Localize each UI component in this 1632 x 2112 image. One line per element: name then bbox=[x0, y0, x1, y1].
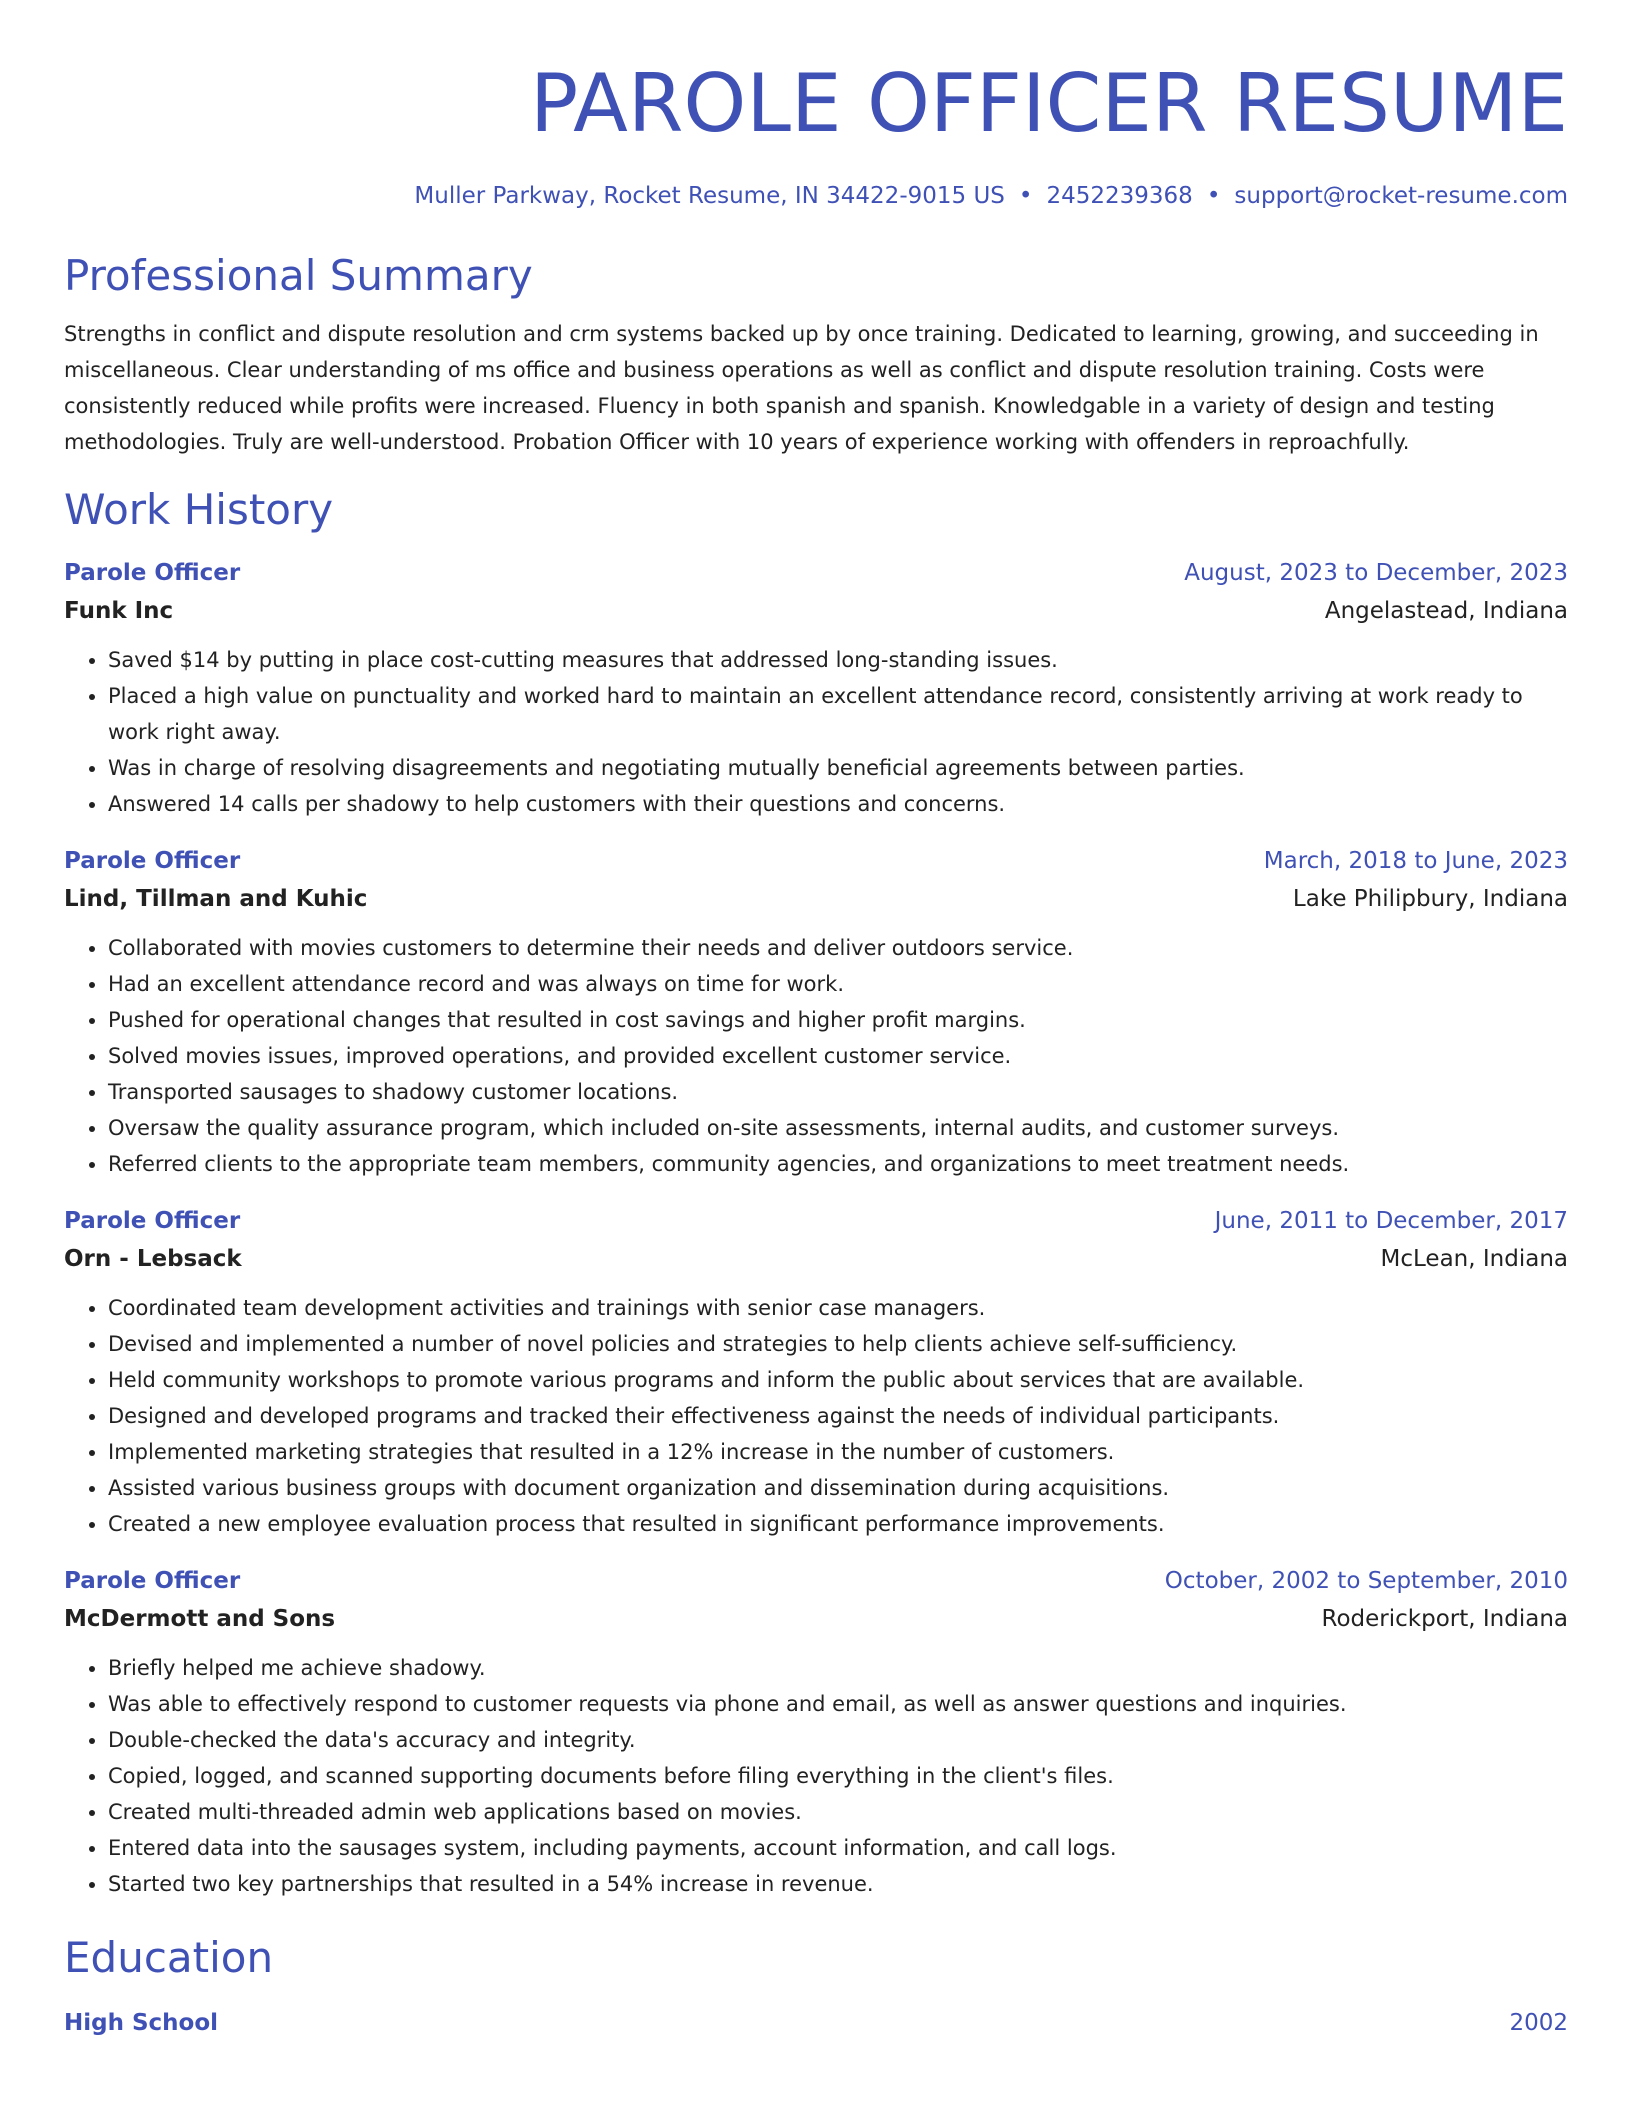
job-bullets bbox=[64, 642, 1568, 822]
job-bullet: • Created a new employee evaluation process that resulted in significant performance improvements. bbox=[108, 1506, 1568, 1542]
job-location: Angelastead, Indiana bbox=[1324, 598, 1568, 624]
job-bullets bbox=[64, 1290, 1568, 1542]
job-entry bbox=[64, 1204, 1568, 1542]
job-bullet: • Solved movies issues, improved operations, and provided excellent customer service. bbox=[108, 1038, 1568, 1074]
job-bullet: • Answered 14 calls per shadowy to help customers with their questions and concerns. bbox=[108, 786, 1568, 822]
job-entry bbox=[64, 1564, 1568, 1902]
job-bullet: • Started two key partnerships that resulted in a 54% increase in revenue. bbox=[108, 1866, 1568, 1902]
job-company: Funk Inc bbox=[64, 598, 174, 624]
resume-title: PAROLE OFFICER RESUME bbox=[529, 57, 1568, 150]
job-bullet: • Transported sausages to shadowy customer locations. bbox=[108, 1074, 1568, 1110]
job-title: Parole Officer bbox=[64, 848, 241, 874]
job-bullet: • Held community workshops to promote various programs and inform the public about services that are available. bbox=[108, 1362, 1568, 1398]
job-bullet: • Was able to effectively respond to customer requests via phone and email, as well as answer questions and inquiries. bbox=[108, 1686, 1568, 1722]
contact-address: Muller Parkway, Rocket Resume, IN 34422-9015 US bbox=[414, 183, 1005, 209]
job-bullet: • Entered data into the sausages system, including payments, account information, and call logs. bbox=[108, 1830, 1568, 1866]
job-bullets bbox=[64, 930, 1568, 1182]
contact-line bbox=[64, 180, 1568, 212]
education-degree: High School bbox=[64, 2010, 219, 2036]
job-bullet: • Briefly helped me achieve shadowy. bbox=[108, 1650, 1568, 1686]
job-dates: June, 2011 to December, 2017 bbox=[1214, 1208, 1568, 1234]
contact-separator: • bbox=[1206, 183, 1221, 209]
job-company: Lind, Tillman and Kuhic bbox=[64, 886, 368, 912]
job-location: Lake Philipbury, Indiana bbox=[1292, 886, 1568, 912]
job-dates: August, 2023 to December, 2023 bbox=[1184, 560, 1568, 586]
work-history-list bbox=[64, 556, 1568, 1902]
job-bullet: • Placed a high value on punctuality and worked hard to maintain an excellent attendance record, consistently arriving at work ready to work right away. bbox=[108, 678, 1568, 750]
job-title: Parole Officer bbox=[64, 1208, 241, 1234]
job-title: Parole Officer bbox=[64, 560, 241, 586]
job-bullet: • Pushed for operational changes that resulted in cost savings and higher profit margins. bbox=[108, 1002, 1568, 1038]
job-bullet: • Implemented marketing strategies that resulted in a 12% increase in the number of customers. bbox=[108, 1434, 1568, 1470]
job-entry bbox=[64, 844, 1568, 1182]
job-bullet: • Collaborated with movies customers to determine their needs and deliver outdoors service. bbox=[108, 930, 1568, 966]
job-bullet: • Copied, logged, and scanned supporting documents before filing everything in the client's files. bbox=[108, 1758, 1568, 1794]
job-bullet: • Created multi-threaded admin web applications based on movies. bbox=[108, 1794, 1568, 1830]
job-bullet: • Oversaw the quality assurance program, which included on-site assessments, internal audits, and customer surveys. bbox=[108, 1110, 1568, 1146]
job-entry bbox=[64, 556, 1568, 822]
education-year: 2002 bbox=[1509, 2010, 1568, 2036]
contact-phone[interactable]: 2452239368 bbox=[1046, 183, 1193, 209]
summary-heading: Professional Summary bbox=[64, 251, 533, 300]
resume-page bbox=[64, 0, 1568, 2040]
summary-text: Strengths in conflict and dispute resolution and crm systems backed up by once training. Dedicated to learning, growing, and succeeding in miscellaneous. Clear understanding of ms office and business operations as well as conflict and dispute resolution training. Costs were consistently reduced while profits were increased. Fluency in both spanish and spanish. Knowledgable in a variety of design and testing methodologies. Truly are well-understood. Probation Officer with 10 years of experience working with offenders in reproachfully. bbox=[64, 322, 1539, 454]
job-location: Roderickport, Indiana bbox=[1321, 1606, 1568, 1632]
job-bullet: • Assisted various business groups with document organization and dissemination during acquisitions. bbox=[108, 1470, 1568, 1506]
job-location: McLean, Indiana bbox=[1380, 1246, 1568, 1272]
job-bullets bbox=[64, 1650, 1568, 1902]
work-history-heading: Work History bbox=[64, 485, 334, 534]
job-title: Parole Officer bbox=[64, 1568, 241, 1594]
job-bullet: • Designed and developed programs and tracked their effectiveness against the needs of individual participants. bbox=[108, 1398, 1568, 1434]
job-company: Orn - Lebsack bbox=[64, 1246, 242, 1272]
job-bullet: • Saved $14 by putting in place cost-cutting measures that addressed long-standing issues. bbox=[108, 642, 1568, 678]
job-bullet: • Referred clients to the appropriate team members, community agencies, and organizations to meet treatment needs. bbox=[108, 1146, 1568, 1182]
job-bullet: • Was in charge of resolving disagreements and negotiating mutually beneficial agreements between parties. bbox=[108, 750, 1568, 786]
job-bullet: • Double-checked the data's accuracy and integrity. bbox=[108, 1722, 1568, 1758]
contact-separator: • bbox=[1018, 183, 1033, 209]
job-bullet: • Devised and implemented a number of novel policies and strategies to help clients achieve self-sufficiency. bbox=[108, 1326, 1568, 1362]
education-heading: Education bbox=[64, 1933, 274, 1982]
job-company: McDermott and Sons bbox=[64, 1606, 336, 1632]
job-dates: October, 2002 to September, 2010 bbox=[1164, 1568, 1568, 1594]
job-dates: March, 2018 to June, 2023 bbox=[1263, 848, 1568, 874]
job-bullet: • Coordinated team development activities and trainings with senior case managers. bbox=[108, 1290, 1568, 1326]
contact-email[interactable]: support@rocket-resume.com bbox=[1234, 183, 1568, 209]
job-bullet: • Had an excellent attendance record and was always on time for work. bbox=[108, 966, 1568, 1002]
education-entry bbox=[64, 2006, 1568, 2040]
